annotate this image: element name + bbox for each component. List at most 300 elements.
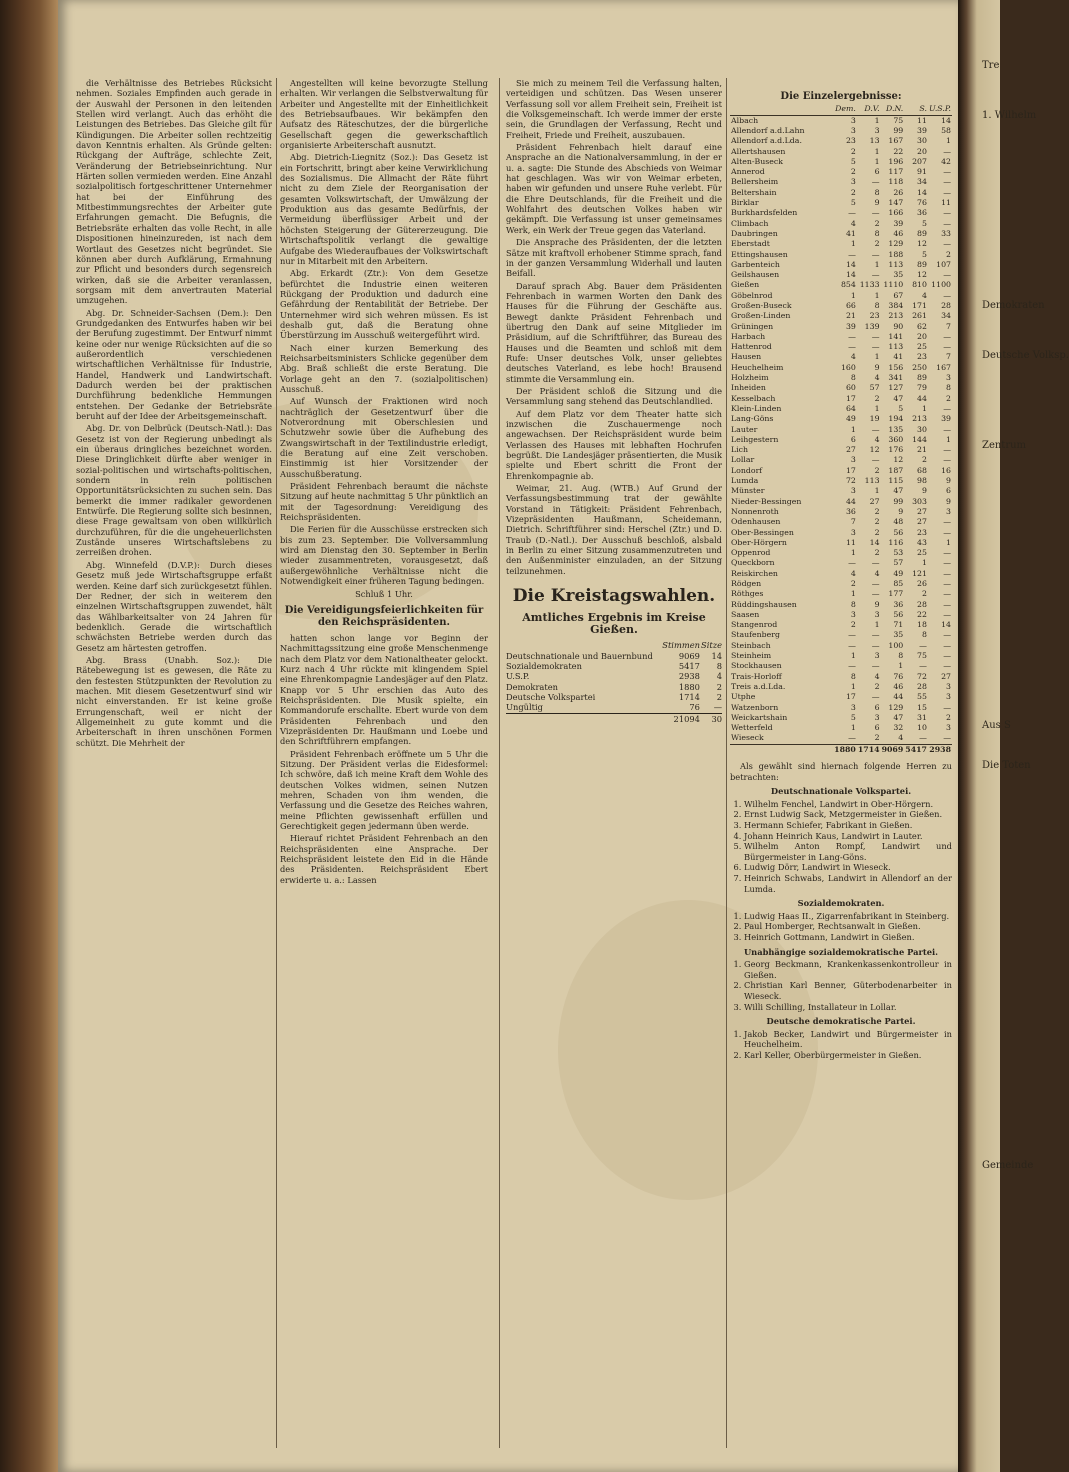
vote-count-cell: — [848,661,856,671]
vote-count-cell: 98 [917,476,927,486]
list-item: 3. Hermann Schiefer, Fabrikant in Gießen. [744,820,952,831]
municipality-cell: Queckborn [731,558,775,568]
table-row [730,641,952,651]
vote-count-cell: 27 [917,517,927,527]
table-row [506,682,722,692]
vote-count-cell: 147 [888,198,904,208]
vote-count-cell: 261 [912,311,927,321]
votes-cell: 1714 [678,691,700,702]
table-row [730,661,952,671]
table-row [730,630,952,640]
table-row [730,126,952,136]
vote-count-cell: 66 [845,300,856,310]
table-row [730,733,952,744]
votes-cell: 9069 [678,650,700,661]
vote-count-cell: 2 [874,733,880,743]
table-row [730,466,952,476]
vote-count-cell: 46 [893,228,904,238]
table-row [730,600,952,610]
vote-count-cell: — [943,630,951,640]
vote-count-cell: 139 [864,321,880,331]
table-row [730,497,952,507]
vote-count-cell: — [848,558,856,568]
vote-count-cell: 9 [874,198,880,208]
vote-count-cell: 3 [850,702,856,712]
vote-count-cell: 71 [893,620,904,630]
municipality-cell: Lauter [731,424,758,434]
table-row [730,260,952,270]
vote-count-cell: 1 [874,290,880,300]
vote-count-cell: — [943,651,951,661]
vote-count-cell: 4 [850,352,856,362]
party-name-cell [506,713,660,724]
vote-count-cell: 1 [850,548,856,558]
vote-count-cell: 113 [864,476,880,486]
vote-count-cell: 75 [893,115,904,125]
municipality-cell: Gießen [731,280,760,290]
vote-count-cell: 35 [893,630,904,640]
vote-count-cell: 56 [893,609,904,619]
vote-count-cell: 810 [912,280,927,290]
table-row [730,548,952,558]
next-page-fragment: Gemeinde [982,1160,1034,1171]
vote-count-cell: — [943,290,951,300]
vote-count-cell: 6 [850,434,856,444]
table-row [730,538,952,548]
municipality-cell: Treis a.d.Lda. [731,681,786,691]
seats-cell: — [713,702,722,713]
vote-count-cell: — [848,208,856,218]
table-row [730,651,952,661]
vote-count-cell: 11 [941,198,951,208]
vote-count-cell: 99 [893,125,904,135]
vote-count-cell: 14 [917,187,927,197]
vote-count-cell: 8 [850,671,856,681]
vote-count-cell: 1 [850,424,856,434]
table-row [730,104,952,115]
vote-count-cell: 2 [850,187,856,197]
vote-count-cell: 188 [888,249,904,259]
municipality-cell: Rödgen [731,579,762,588]
vote-count-cell: — [943,455,951,465]
table-row [730,363,952,373]
vote-count-cell: — [943,167,951,177]
vote-count-cell: 19 [869,414,880,424]
list-item: 2. Ernst Ludwig Sack, Metzgermeister in Gießen. [744,809,952,820]
vote-count-cell: 47 [893,712,904,722]
vote-count-cell: 2 [874,548,880,558]
table-row [506,671,722,681]
vote-count-cell: 167 [936,362,951,372]
vote-count-cell: 8 [850,373,856,383]
column-divider [726,78,727,1448]
election-results-table [506,640,722,724]
vote-count-cell: — [848,640,856,650]
party-name-cell: Ungültig [506,702,543,713]
table-row [730,198,952,208]
vote-count-cell: — [943,342,951,352]
elected-list [730,761,952,1060]
vote-count-cell: 16 [941,465,951,475]
vote-count-cell: 11 [917,115,927,125]
vote-count-cell: 6 [946,486,951,496]
vote-count-cell: 1 [874,146,880,156]
table-row [730,620,952,630]
table-row [730,404,952,414]
vote-count-cell: — [943,331,951,341]
vote-count-cell: — [871,270,880,280]
municipality-cell: Inheiden [731,383,766,393]
table-row [730,558,952,568]
vote-count-cell: 3 [946,373,951,383]
vote-count-cell: 4 [874,373,880,383]
list-item: 5. Wilhelm Anton Rompf, Landwirt und Bürgermeister in Lang-Göns. [744,841,952,862]
votes-cell: Stimmen [662,640,700,651]
vote-count-cell: 91 [917,167,927,177]
article-paragraph: die Verhältnisse des Betriebes Rücksicht nehmen. Soziales Empfinden auch gerade in der Auswahl der Personen in den leitenden Stellen wird verlangt. Auch das erhöht die Leistungen des Betriebes. Das Gleiche gilt für Kündigungen. Die Arbeiter sollen rechtzeitig davon Kenntnis erhalten. Als Gründe gelten: Rückgang der Aufträge, schlechte Zeit, Veränderung der Betriebseinrichtung. Nur Härten sollen vermieden werden. Eine Anzahl sozialpolitisch fortgeschrittener Unternehmer hat bei der Einführung des Mitbestimmungsrechtes der Arbeiter gute Erfahrungen gemacht. Die Befugnis, die Betriebsräte erhalten das volle Recht, in alle Dispositionen hineinzureden, ist nach dem Wortlaut des Gesetzes nicht begründet. Sie können aber durch Aufklärung, Ermahnung zur Pflicht und besonders durch segensreich wirken, daß sie die Arbeiter veranlassen, sorgsam mit dem anvertrauten Material umzugehen. [76,78,272,306]
vote-count-cell: 23 [917,527,927,537]
list-item: 7. Heinrich Schwabs, Landwirt in Allendorf an der Lumda. [744,873,952,894]
vote-count-cell: 113 [888,259,904,269]
vote-count-cell: 2 [874,681,880,691]
article-paragraph: Präsident Fehrenbach eröffnete um 5 Uhr die Sitzung. Der Präsident verlas die Eidesformel: Ich schwöre, daß ich meine Kraft dem Wohle des deutschen Volkes widmen, seinen Nutzen mehren, Schaden von ihm wenden, die Verfassung und die Gesetze des Reiches wahren, meine Pflichten gewissenhaft erfüllen und Gerechtigkeit gegen jedermann üben werde. [280,748,488,832]
table-row [730,157,952,167]
vote-count-cell: — [943,239,951,249]
vote-count-cell: 23 [845,136,856,146]
municipality-cell [730,104,833,115]
vote-count-cell: D.V. [857,104,881,115]
party-heading: Deutsche demokratische Partei. [766,1016,916,1027]
vote-count-cell: 9 [874,362,880,372]
article-paragraph: Abg. Brass (Unabh. Soz.): Die Rätebewegung ist es gewesen, die Räte zu den festesten Stützpunkten der Revolution zu machen. Mit diesem Gesetzentwurf sind wir nicht einverstanden. Er ist keine große Errungenschaft, weil er nicht der Allgemeinheit zu gute kommt und die Arbeiterschaft in ihren unschönen Formen schützt. Die Mehrheit der [76,654,272,748]
vote-count-cell: 3 [946,692,951,702]
vote-count-cell: 25 [917,548,927,558]
vote-count-cell: 49 [893,568,904,578]
vote-count-cell: — [848,630,856,640]
list-item: 4. Johann Heinrich Kaus, Landwirt in Lauter. [744,831,952,842]
vote-count-cell: 14 [869,537,880,547]
vote-count-cell: 4 [874,568,880,578]
vote-count-cell: 1 [874,620,880,630]
vote-count-cell: — [943,146,951,156]
municipality-cell: Großen-Linden [731,311,791,321]
vote-count-cell: 11 [845,537,856,547]
election-subheadline: Amtliches Ergebnis im Kreise Gießen. [522,611,706,637]
vote-count-cell: — [871,331,880,341]
vote-count-cell: 360 [888,434,904,444]
vote-count-cell: 34 [941,311,951,321]
municipality-cell: Göbelnrod [731,290,773,300]
table-row [730,270,952,280]
table-row [730,507,952,517]
municipality-cell: Londorf [731,465,763,475]
next-page-fragment: Tre [982,60,1000,71]
article-paragraph: Der Präsident schloß die Sitzung und die Versammlung sang stehend das Deutschlandlied. [506,385,722,407]
vote-count-cell: 854 [840,280,856,290]
seats-cell: 2 [716,681,722,692]
table-row [506,692,722,702]
municipality-cell: Albach [731,115,759,125]
vote-count-cell: — [848,342,856,352]
seats-cell: 14 [711,650,722,661]
municipality-cell: Ettingshausen [731,249,788,259]
vote-count-cell: 113 [888,342,904,352]
article-paragraph: Abg. Dietrich-Liegnitz (Soz.): Das Gesetz ist ein Fortschritt, bringt aber keine Verwirklichung des Sozialismus. Die Allmacht der Räte führt nicht zu dem Ziele der Reorganisation der gesamten Volkswirtschaft, der Umwälzung der Produktion aus das gesamte Bedürfnis, der Vermeidung überflüssiger Arbeit und der höchsten Steigerung der Gütererzeugung. Die Wirtschaftspolitik verlangt die gewaltige Aufgabe des Wiederaufbaues der Volkswirtschaft nur in Mitarbeit mit den Arbeitern. [280,152,488,266]
vote-count-cell: 39 [941,414,951,424]
vote-count-cell: 5417 [905,744,927,754]
municipality-cell: Hattenrod [731,342,772,352]
vote-count-cell: — [871,640,880,650]
party-name-cell: Deutschnationale und Bauernbund [506,650,653,661]
vote-count-cell: — [943,517,951,527]
vote-count-cell: 28 [917,681,927,691]
table-row [730,342,952,352]
list-item: 2. Paul Homberger, Rechtsanwalt in Gießen. [744,921,952,932]
column-1 [76,78,272,1450]
vote-count-cell: 23 [917,352,927,362]
municipality-cell: Annerod [731,167,765,177]
municipality-cell: Daubringen [731,228,778,238]
table-row [506,661,722,671]
vote-count-cell: 207 [912,156,927,166]
table-row [730,435,952,445]
vote-count-cell: 58 [941,125,951,135]
vote-count-cell: 27 [917,506,927,516]
table-row [730,610,952,620]
votes-cell: 21094 [660,713,700,724]
vote-count-cell: — [943,589,951,599]
vote-count-cell: 49 [845,414,856,424]
vote-count-cell: 2 [874,465,880,475]
vote-count-cell: 13 [869,136,880,146]
vote-count-cell: 99 [893,496,904,506]
municipality-cell: Geilshausen [731,270,780,280]
vote-count-cell: 30 [917,136,927,146]
municipality-cell: Leihgestern [731,434,779,444]
vote-count-cell: 1880 [834,744,856,754]
municipality-cell: Stockhausen [731,661,782,671]
vote-count-cell: 2 [922,589,927,599]
vote-count-cell: 100 [888,640,904,650]
table-row [730,528,952,538]
elected-intro: Als gewählt sind hiernach folgende Herren zu betrachten: [730,761,952,782]
vote-count-cell: 53 [893,548,904,558]
next-page-fragment: Demokraten [982,300,1045,311]
table-row [506,640,722,650]
vote-count-cell: 2 [874,239,880,249]
municipality-cell: Allendorf a.d.Lda. [731,136,802,146]
vote-count-cell: — [943,702,951,712]
section-heading: Die Vereidigungsfeierlichkeiten für den Reichspräsidenten. [284,604,484,628]
vote-count-cell: 47 [893,486,904,496]
party-members-list [730,799,952,894]
vote-count-cell: 129 [888,702,904,712]
vote-count-cell: 4 [898,733,904,743]
vote-count-cell: 2 [874,218,880,228]
vote-count-cell: 118 [888,177,904,187]
municipality-cell: Wieseck [731,733,764,743]
vote-count-cell: — [871,630,880,640]
vote-count-cell: 18 [917,620,927,630]
votes-cell: 1880 [678,681,700,692]
vote-count-cell: 8 [874,228,880,238]
votes-cell: 76 [689,702,700,713]
table-row [730,455,952,465]
vote-count-cell: 56 [893,527,904,537]
article-paragraph: Nach einer kurzen Bemerkung des Reichsarbeitsministers Schlicke gegenüber dem Abg. Braß schließt die erste Beratung. Die Vorlage geht an den 7. (sozialpolitischen) Ausschuß. [280,342,488,394]
vote-count-cell: 8 [898,651,904,661]
municipality-cell: Lumda [731,476,759,486]
article-paragraph: Darauf sprach Abg. Bauer dem Präsidenten Fehrenbach in warmen Worten den Dank des Hauses für die Führung der Geschäfte aus. Bewegt dankte Präsident Fehrenbach und übertrug den Dank auf seine Mitglieder im Präsidium, auf die Schriftführer, das Bureau des Hauses und die Beamten und schloß mit dem Rufe: Unser deutsches Volk, unser geliebtes deutsches Vaterland, es lebe hoch! Brausend stimmte die Versammlung ein. [506,280,722,384]
vote-count-cell: 75 [917,651,927,661]
table-row [730,579,952,589]
vote-count-cell: 6 [874,723,880,733]
municipality-cell: Alten-Buseck [731,156,783,166]
vote-count-cell: 20 [917,331,927,341]
article-paragraph: Weimar, 21. Aug. (WTB.) Auf Grund der Verfassungsbestimmung trat der gewählte Vorstand in Tätigkeit: Präsident Fehrenbach, Vizepräsidenten Haußmann, Scheidemann, Dietrich. Schriftführer sind: Herschel (Ztr.) und D. Traub (D.-Natl.). Der Ausschuß beschloß, alsbald in Berlin zu einer Sitzung zusammenzutreten und den Außenminister einzuladen, an der Sitzung teilzunehmen. [506,483,722,576]
vote-count-cell: 32 [893,723,904,733]
table-row [730,517,952,527]
vote-count-cell: 2 [922,455,927,465]
table-row [730,425,952,435]
vote-count-cell: 26 [893,187,904,197]
vote-count-cell: 6 [874,167,880,177]
vote-count-cell: 213 [912,414,927,424]
vote-count-cell: — [848,331,856,341]
vote-count-cell: 3 [850,125,856,135]
vote-count-cell: 8 [850,599,856,609]
list-item: 1. Ludwig Haas II., Zigarrenfabrikant in Steinberg. [744,911,952,922]
vote-count-cell: 250 [912,362,927,372]
vote-count-cell: 4 [922,290,927,300]
vote-count-cell: 21 [845,311,856,321]
party-name-cell: Demokraten [506,681,558,692]
vote-count-cell: 156 [888,362,904,372]
vote-count-cell: 42 [941,156,951,166]
municipality-cell [730,744,833,755]
vote-count-cell: 117 [888,167,904,177]
vote-count-cell: 1 [922,403,927,413]
vote-count-cell: — [943,579,951,588]
vote-count-cell: 20 [917,146,927,156]
vote-count-cell: 4 [874,671,880,681]
municipality-cell: Trais-Horloff [731,671,782,681]
vote-count-cell: — [871,249,880,259]
votes-cell: 2938 [678,671,700,682]
vote-count-cell: 25 [917,342,927,352]
vote-count-cell: 2 [874,393,880,403]
municipality-cell: Climbach [731,218,769,228]
vote-count-cell: — [871,455,880,465]
vote-count-cell: 116 [888,537,904,547]
party-name-cell: Deutsche Volkspartei [506,691,596,702]
vote-count-cell: 177 [888,589,904,599]
vote-count-cell: 89 [917,373,927,383]
party-members-list [730,959,952,1012]
vote-count-cell: 17 [845,465,856,475]
vote-count-cell: 144 [912,434,927,444]
vote-count-cell: 12 [917,270,927,280]
vote-count-cell: — [848,249,856,259]
vote-count-cell: 27 [869,496,880,506]
vote-count-cell: 9069 [881,744,904,754]
vote-count-cell: — [943,599,951,609]
vote-count-cell: 22 [917,609,927,619]
table-row [730,373,952,383]
vote-count-cell: — [871,589,880,599]
vote-count-cell: 23 [869,311,880,321]
vote-count-cell: 30 [917,424,927,434]
party-name-cell: Sozialdemokraten [506,660,582,671]
municipality-cell: Nieder-Bessingen [731,496,802,506]
vote-count-cell: 26 [917,579,927,588]
vote-count-cell: 5 [922,218,927,228]
list-item: 1. Georg Beckmann, Krankenkassenkontrolleur in Gießen. [744,959,952,980]
vote-count-cell: 34 [917,177,927,187]
vote-count-cell: 41 [845,228,856,238]
article-paragraph: Auf dem Platz vor dem Theater hatte sich inzwischen die Zuschauermenge noch angewachsen. Der Reichspräsident wurde beim Verlassen des Hauses mit lebhaften Hochrufen begrüßt. Die Landesjäger präsentierten, die Musik spielte und Ebert schritt die Front der Ehrenkompagnie ab. [506,408,722,481]
vote-count-cell: 167 [888,136,904,146]
vote-count-cell: 9 [946,476,951,486]
vote-count-cell: 2 [850,620,856,630]
vote-count-cell: 303 [912,496,927,506]
vote-count-cell: 3 [946,723,951,733]
next-page-edge [958,0,1069,1472]
vote-count-cell: 213 [888,311,904,321]
vote-count-cell: 1100 [931,280,951,290]
vote-count-cell: 1 [850,651,856,661]
municipality-cell: Watzenborn [731,702,779,712]
vote-count-cell: 1 [874,156,880,166]
vote-count-cell: 8 [874,187,880,197]
party-name-cell: U.S.P. [506,671,530,682]
municipality-cell: Kesselbach [731,393,776,403]
vote-count-cell: — [943,609,951,619]
vote-count-cell: 129 [888,239,904,249]
vote-count-cell: 89 [917,228,927,238]
vote-count-cell: 2 [850,167,856,177]
vote-count-cell: 115 [888,476,904,486]
table-row [730,219,952,229]
article-paragraph: Angestellten will keine bevorzugte Stellung erhalten. Wir verlangen die Selbstverwaltung für Arbeiter und Angestellte mit der Einheitlichkeit des Betriebsaufbaues. Wir bekämpfen den Aufsatz des Räteschutzes, der die bürgerliche Gesellschaft gegen die gewerkschaftlich organisierte Arbeiterschaft ausnutzt. [280,78,488,151]
article-paragraph: Präsident Fehrenbach hielt darauf eine Ansprache an die Nationalversammlung, in der er u. a. sagte: Die Stunde des Abschieds von Weimar hat geschlagen. Was wir von Weimar erbeten, haben wir gefunden und unsere Ruhe verlebt. Für die Ehre Deutschlands, für die Freiheit und die Wohlfahrt des deutschen Volkes haben wir gekämpft. Die Verfassung ist unser gemeinsames Werk, ein Werk der Treue gegen das Vaterland. [506,142,722,235]
vote-count-cell: 194 [888,414,904,424]
article-paragraph: Abg. Dr. von Delbrück (Deutsch-Natl.): Das Gesetz ist von der Regierung unbedingt als ein überaus dringliches bezeichnet worden. Diese Dringlichkeit dürfte aber weniger in sozial-politischen und wirtschafts-politischen, sondern in rein politischen Opportunitätsrücksichten zu suchen sein. Das bemerkt die immer radikaler gewordenen Entwürfe. Die Regierung sollte sich besinnen, diese Frage gewaltsam von oben willkürlich durchzuführen, für die die ungeheuerlichsten Zustände unseres Wirtschaftslebens zu zerreißen drohen. [76,423,272,558]
article-paragraph: Auf Wunsch der Fraktionen wird noch nachträglich der Gesetzentwurf über die Notverordnung mit Oberschlesien und Schutzwehr sowie über die Aufhebung des Zwangswirtschaft in der Textilindustrie erledigt, die Beratung auf eine Zeit verschoben. Einstimmig ist hier Vorsitzender der Ausschußberatung. [280,396,488,479]
vote-count-cell: — [919,661,927,671]
vote-count-cell: 14 [941,620,951,630]
table-row [730,147,952,157]
municipality-cell: Großen-Buseck [731,300,792,310]
vote-count-cell: — [919,640,927,650]
seats-cell: 4 [716,671,722,682]
next-page-fragment: 1. Wilhelm [982,110,1037,121]
table-row [730,177,952,187]
municipality-cell: Grüningen [731,321,774,331]
table-row [730,682,952,692]
vote-count-cell: 28 [941,300,951,310]
seats-cell: 2 [716,691,722,702]
vote-count-cell: 4 [850,218,856,228]
vote-count-cell: — [943,568,951,578]
municipality-cell: Lich [731,445,749,455]
table-row [730,486,952,496]
vote-count-cell: 27 [845,445,856,455]
vote-count-cell: 3 [850,609,856,619]
vote-count-cell: 176 [888,445,904,455]
table-row [730,291,952,301]
vote-count-cell: 14 [941,115,951,125]
